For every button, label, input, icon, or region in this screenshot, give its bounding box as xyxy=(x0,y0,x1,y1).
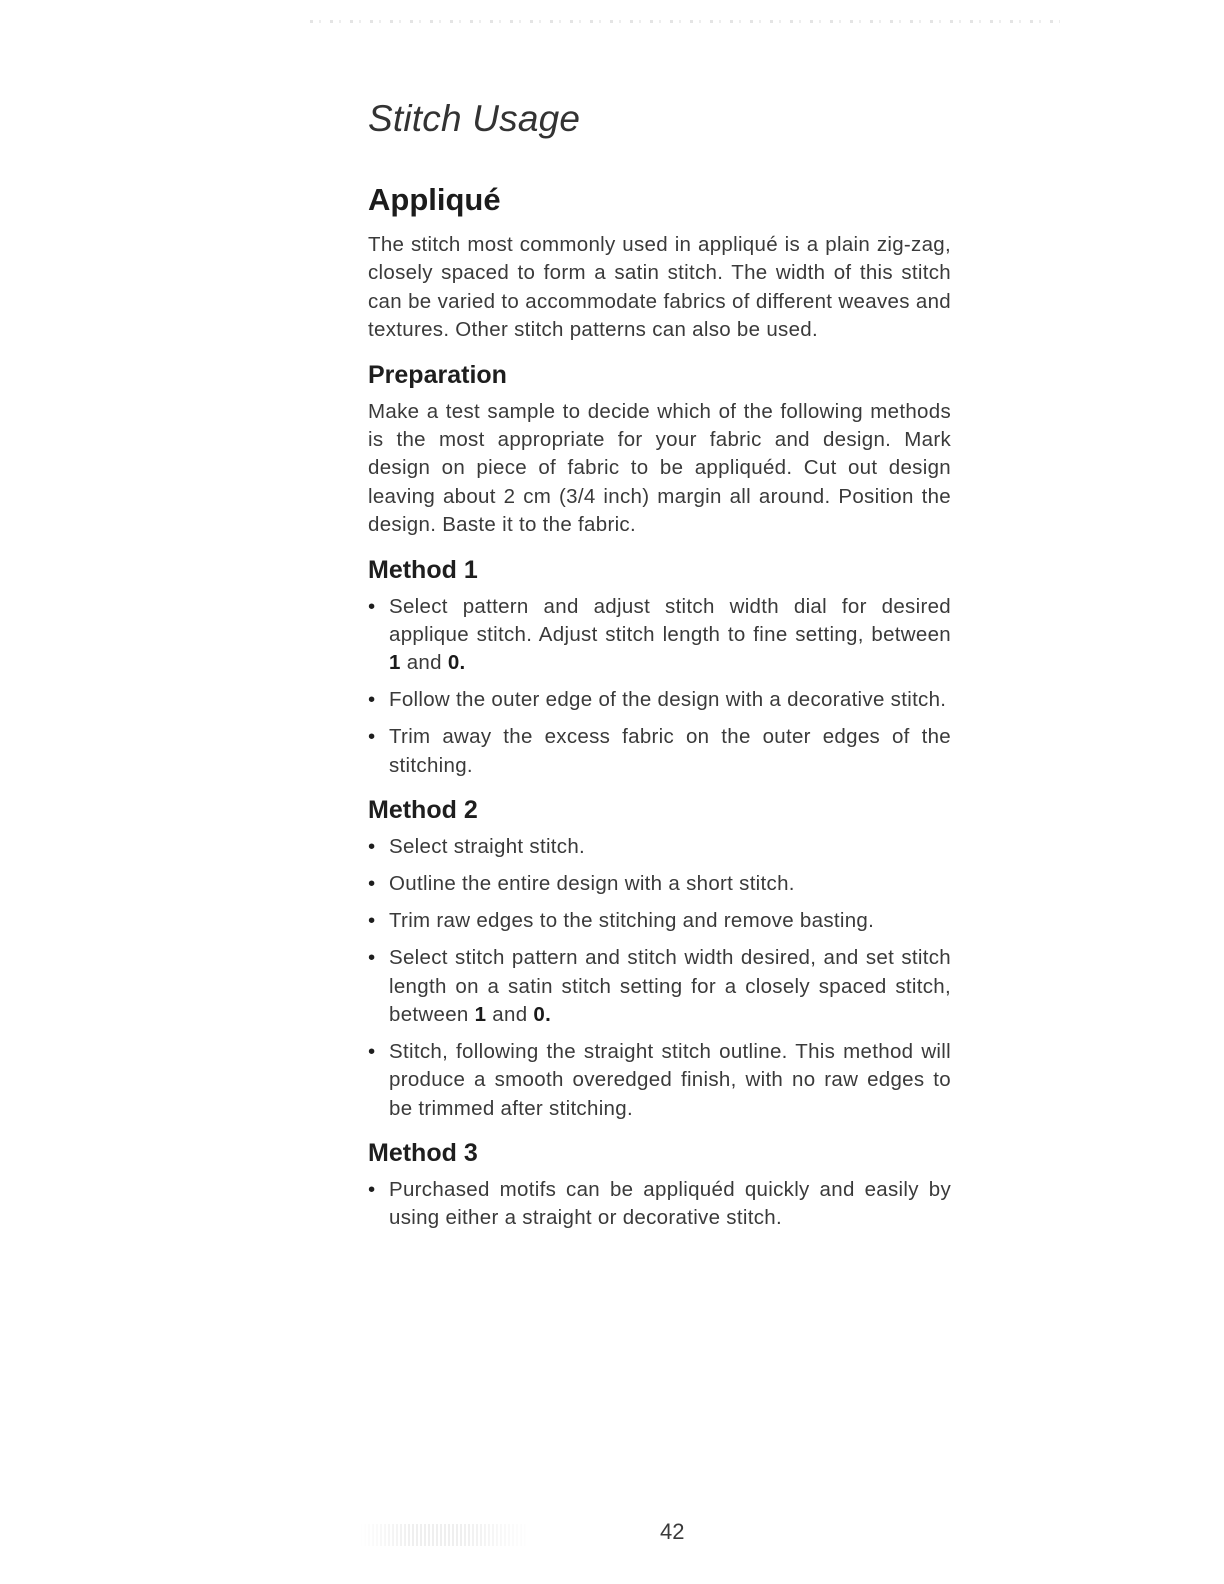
list-item xyxy=(368,1176,951,1232)
method-1-list xyxy=(368,593,951,780)
method-2-list xyxy=(368,833,951,1123)
bullet-icon: • xyxy=(368,872,376,896)
section-title: Stitch Usage xyxy=(368,98,581,139)
bullet-icon: • xyxy=(368,725,376,749)
list-item-text: Follow the outer edge of the design with a decorative stitch. xyxy=(389,688,947,712)
list-item xyxy=(368,1038,951,1123)
list-item xyxy=(368,593,951,678)
list-item-text: and xyxy=(486,1002,534,1026)
list-item-text: and xyxy=(400,651,448,675)
list-item-text: Select pattern and adjust stitch width dial for desired applique stitch. Adjust stitch length to fine setting, between xyxy=(389,594,951,646)
method-1-heading: Method 1 xyxy=(368,555,478,584)
preparation-heading: Preparation xyxy=(368,360,507,389)
list-item xyxy=(368,944,951,1029)
list-item xyxy=(368,723,951,779)
setting-value: 0. xyxy=(533,1002,552,1026)
bullet-icon: • xyxy=(368,688,376,712)
method-3-heading: Method 3 xyxy=(368,1138,478,1167)
method-2-heading: Method 2 xyxy=(368,795,478,824)
page-content xyxy=(368,98,951,1248)
setting-value: 1 xyxy=(474,1002,487,1026)
list-item-text: Purchased motifs can be appliquéd quickly and easily by using either a straight or decorative stitch. xyxy=(389,1177,951,1229)
list-item-text: Trim away the excess fabric on the outer edges of the stitching. xyxy=(389,725,951,777)
bullet-icon: • xyxy=(368,834,376,858)
bullet-icon: • xyxy=(368,909,376,933)
list-item xyxy=(368,686,951,714)
bullet-icon: • xyxy=(368,1177,376,1201)
method-3-list xyxy=(368,1176,951,1232)
scan-artifact-top xyxy=(310,20,1060,23)
bullet-icon: • xyxy=(368,1040,376,1064)
page-number: 42 xyxy=(660,1519,685,1544)
list-item-text: Select straight stitch. xyxy=(389,834,586,858)
list-item xyxy=(368,833,951,861)
setting-value: 1 xyxy=(389,651,401,675)
intro-paragraph: The stitch most commonly used in appliqué is a plain zig-zag, closely spaced to form a satin stitch. The width of this stitch can be varied to accommodate fabrics of different weaves and textures. Other stitch patterns can also be used. xyxy=(368,233,951,342)
list-item xyxy=(368,870,951,898)
preparation-paragraph: Make a test sample to decide which of the following methods is the most appropriate for your fabric and design. Mark design on piece of fabric to be appliquéd. Cut out design leaving about 2 cm (3/4 inch) margin all around. Position the design. Baste it to the fabric. xyxy=(368,399,951,537)
list-item-text: Select stitch pattern and stitch width desired, and set stitch length on a satin stitch setting for a closely spaced stitch, between xyxy=(389,946,951,1026)
bullet-icon: • xyxy=(368,594,376,618)
setting-value: 0. xyxy=(447,651,466,675)
bullet-icon: • xyxy=(368,946,376,970)
list-item xyxy=(368,907,951,935)
topic-title: Appliqué xyxy=(368,182,501,217)
list-item-text: Outline the entire design with a short stitch. xyxy=(389,872,795,896)
list-item-text: Stitch, following the straight stitch outline. This method will produce a smooth overedged finish, with no raw edges to be trimmed after stitching. xyxy=(389,1040,951,1120)
list-item-text: Trim raw edges to the stitching and remove basting. xyxy=(389,909,875,933)
scan-artifact-bottom xyxy=(360,1524,530,1546)
